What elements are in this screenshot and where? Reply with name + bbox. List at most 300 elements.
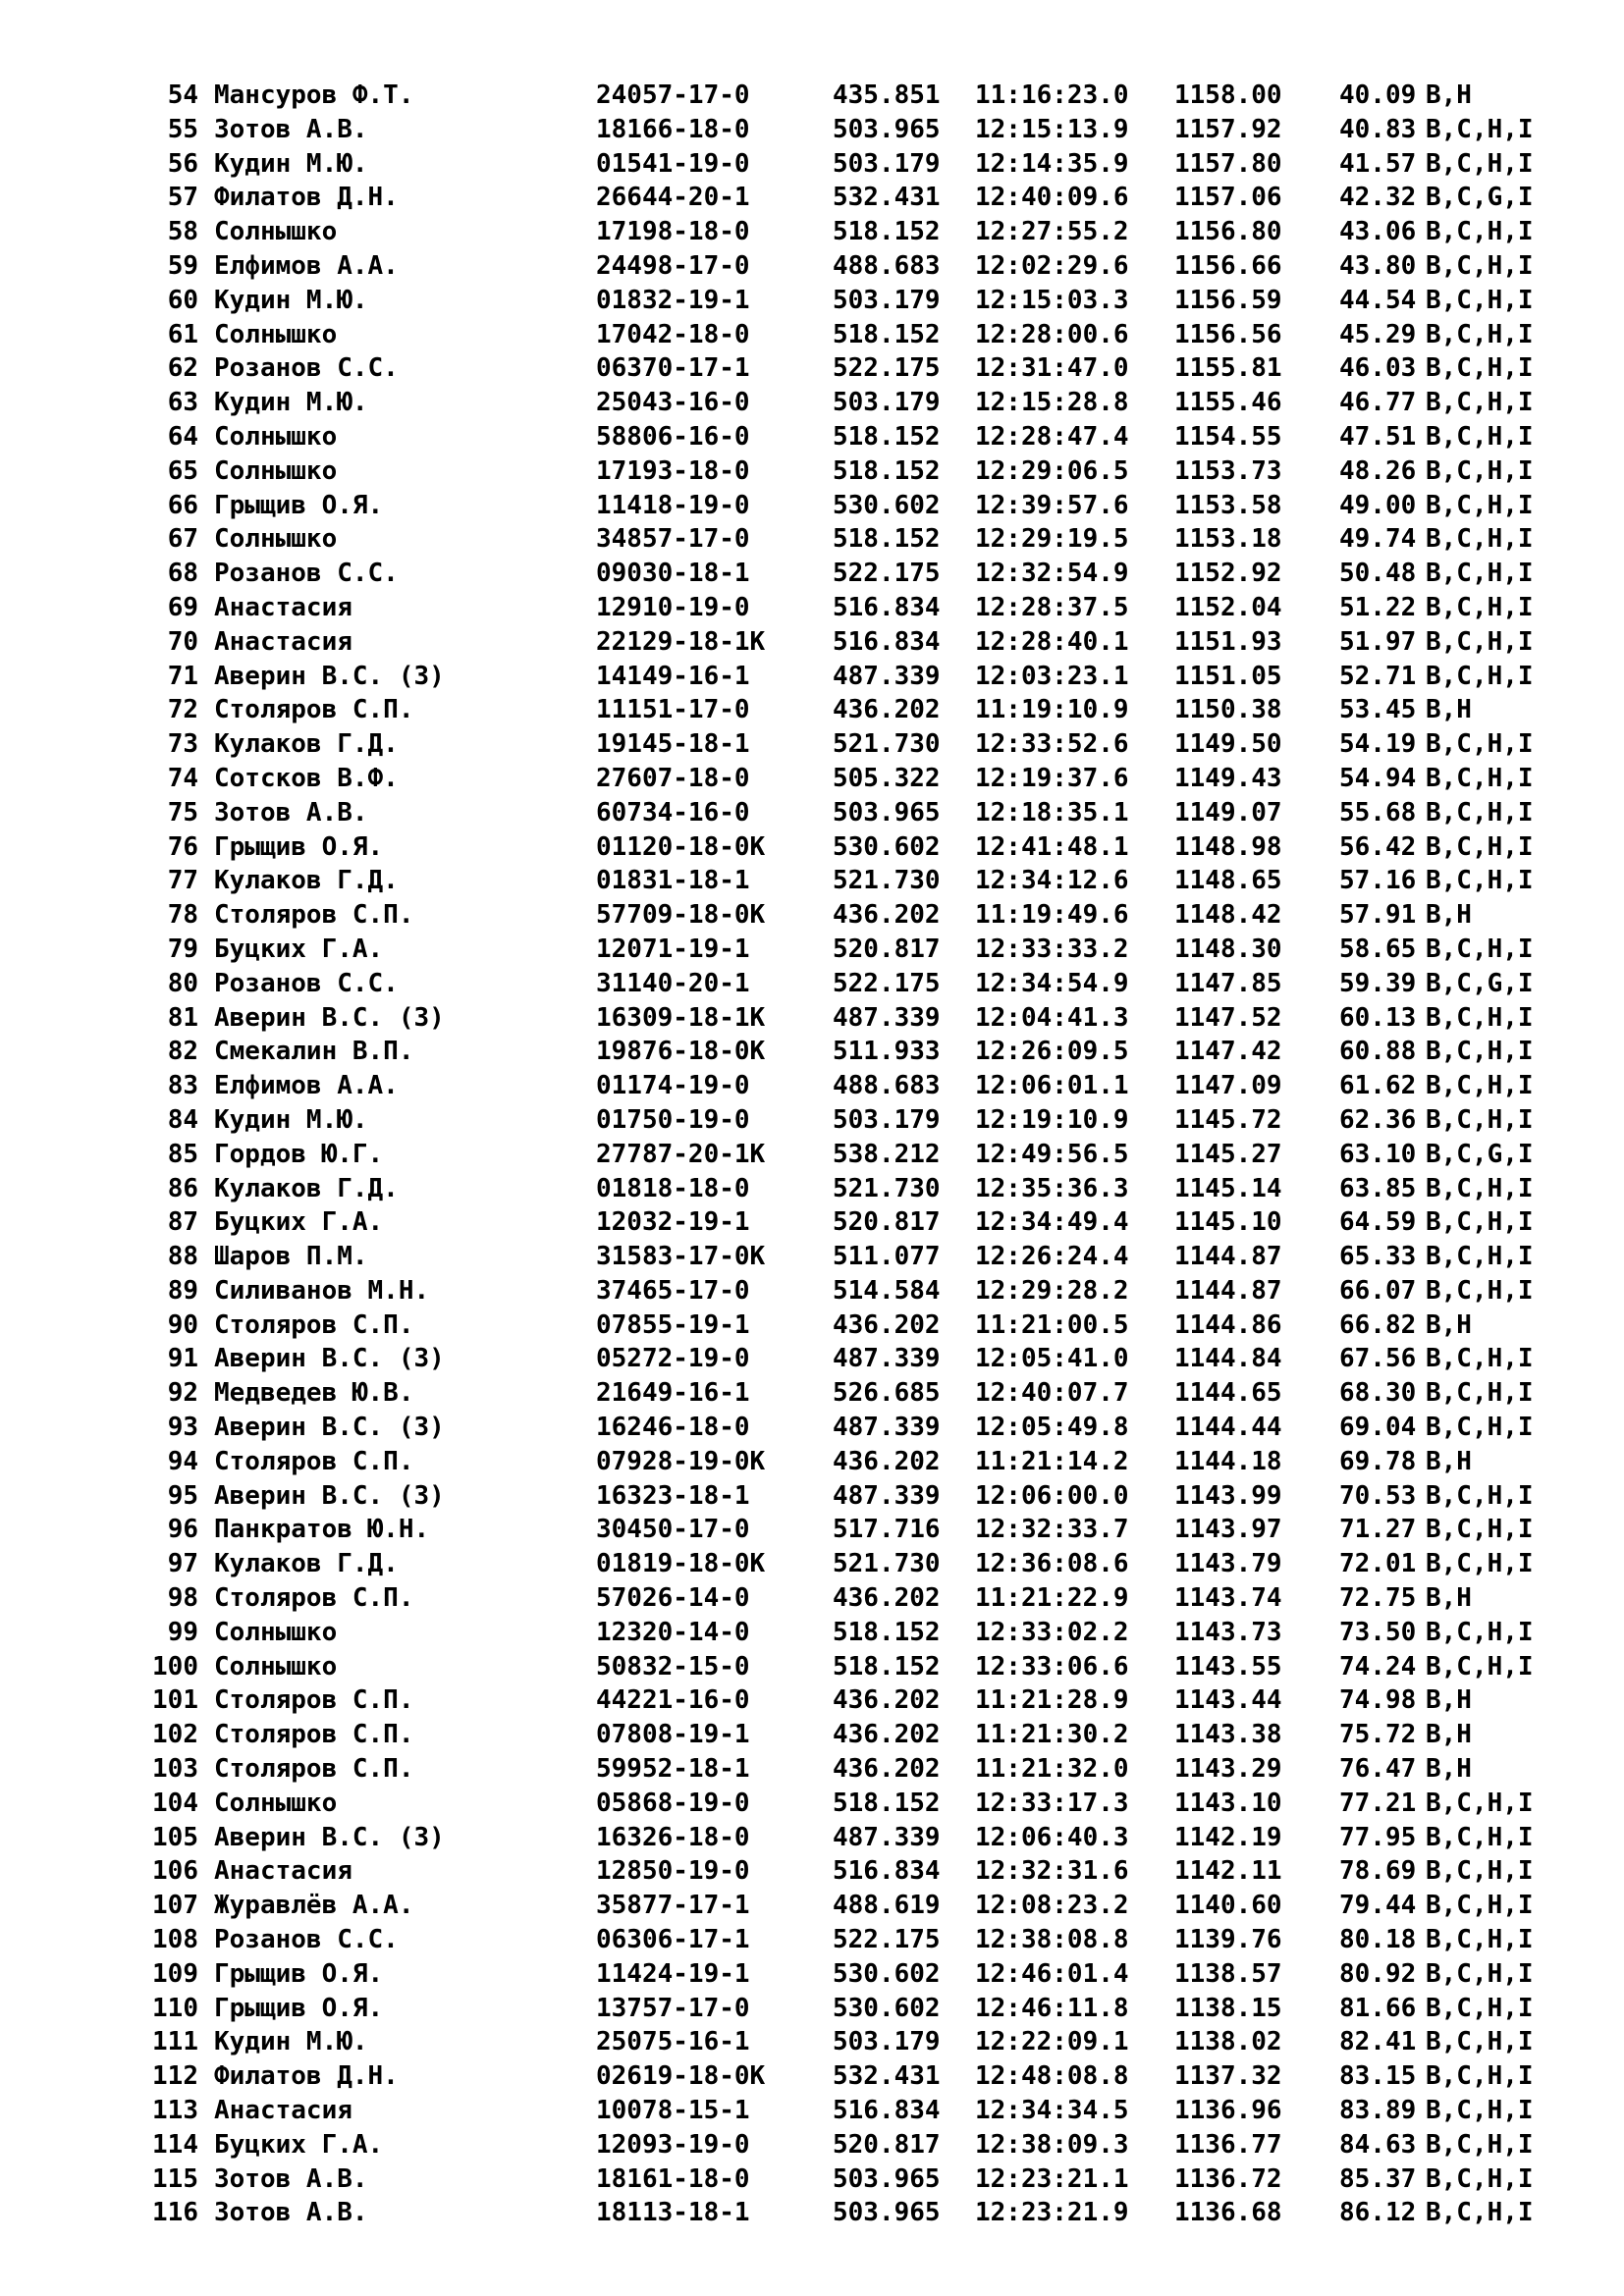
coefficient: 66.07 [1339, 1275, 1417, 1306]
place-number: 74 [167, 763, 198, 793]
distance: 503.965 [833, 2198, 941, 2228]
distance: 522.175 [833, 353, 941, 384]
distance: 436.202 [833, 1309, 941, 1340]
table-row [0, 1274, 1624, 1308]
fancier-name: Анастасия [214, 1856, 352, 1887]
coefficient: 78.69 [1339, 1856, 1417, 1887]
fancier-name: Грыщив О.Я. [214, 831, 384, 862]
arrival-time: 12:15:13.9 [975, 114, 1129, 144]
table-row [0, 898, 1624, 933]
ring-number: 06370-17-1 [596, 353, 750, 384]
distance: 503.965 [833, 2163, 941, 2194]
coefficient: 86.12 [1339, 2198, 1417, 2228]
classes: B,C,H,I [1426, 866, 1534, 896]
coefficient: 60.13 [1339, 1002, 1417, 1033]
place-number: 115 [152, 2163, 198, 2194]
table-row [0, 1650, 1624, 1684]
place-number: 55 [167, 114, 198, 144]
table-row [0, 489, 1624, 523]
speed: 1142.11 [1174, 1856, 1282, 1887]
fancier-name: Столяров С.П. [214, 695, 414, 725]
table-row [0, 351, 1624, 386]
coefficient: 72.01 [1339, 1549, 1417, 1579]
classes: B,C,H,I [1426, 592, 1534, 622]
place-number: 114 [152, 2129, 198, 2160]
classes: B,C,H,I [1426, 250, 1534, 281]
distance: 488.683 [833, 1071, 941, 1101]
fancier-name: Солнышко [214, 421, 338, 452]
coefficient: 80.92 [1339, 1958, 1417, 1989]
place-number: 78 [167, 900, 198, 931]
distance: 517.716 [833, 1515, 941, 1545]
table-row [0, 1138, 1624, 1172]
table-row [0, 2059, 1624, 2094]
distance: 518.152 [833, 217, 941, 247]
classes: B,C,H,I [1426, 524, 1534, 555]
place-number: 92 [167, 1378, 198, 1409]
classes: B,H [1426, 1583, 1472, 1614]
classes: B,C,H,I [1426, 2027, 1534, 2057]
coefficient: 56.42 [1339, 831, 1417, 862]
ring-number: 17198-18-0 [596, 217, 750, 247]
coefficient: 64.59 [1339, 1207, 1417, 1238]
speed: 1143.99 [1174, 1480, 1282, 1511]
distance: 518.152 [833, 1651, 941, 1682]
classes: B,C,H,I [1426, 2096, 1534, 2126]
table-row [0, 1787, 1624, 1821]
speed: 1143.74 [1174, 1583, 1282, 1614]
arrival-time: 12:38:08.8 [975, 1925, 1129, 1955]
arrival-time: 12:32:54.9 [975, 559, 1129, 589]
place-number: 57 [167, 183, 198, 213]
classes: B,C,H,I [1426, 1002, 1534, 1033]
distance: 521.730 [833, 1549, 941, 1579]
coefficient: 59.39 [1339, 968, 1417, 998]
ring-number: 05868-19-0 [596, 1788, 750, 1818]
ring-number: 50832-15-0 [596, 1651, 750, 1682]
distance: 530.602 [833, 831, 941, 862]
table-row [0, 1069, 1624, 1103]
fancier-name: Медведев Ю.В. [214, 1378, 414, 1409]
classes: B,C,H,I [1426, 2198, 1534, 2228]
fancier-name: Кудин М.Ю. [214, 2027, 368, 2057]
distance: 530.602 [833, 490, 941, 520]
place-number: 70 [167, 626, 198, 657]
ring-number: 44221-16-0 [596, 1685, 750, 1716]
distance: 503.179 [833, 388, 941, 418]
speed: 1143.73 [1174, 1617, 1282, 1647]
coefficient: 57.91 [1339, 900, 1417, 931]
distance: 532.431 [833, 2061, 941, 2092]
classes: B,C,H,I [1426, 2129, 1534, 2160]
classes: B,H [1426, 695, 1472, 725]
speed: 1140.60 [1174, 1891, 1282, 1921]
table-row [0, 830, 1624, 865]
table-row [0, 1547, 1624, 1581]
table-row [0, 147, 1624, 182]
ring-number: 11424-19-1 [596, 1958, 750, 1989]
ring-number: 07855-19-1 [596, 1309, 750, 1340]
speed: 1144.44 [1174, 1413, 1282, 1443]
distance: 530.602 [833, 1958, 941, 1989]
classes: B,H [1426, 1309, 1472, 1340]
distance: 518.152 [833, 319, 941, 349]
speed: 1148.98 [1174, 831, 1282, 862]
ring-number: 07928-19-0K [596, 1446, 766, 1476]
arrival-time: 12:41:48.1 [975, 831, 1129, 862]
coefficient: 47.51 [1339, 421, 1417, 452]
ring-number: 05272-19-0 [596, 1344, 750, 1374]
arrival-time: 12:28:47.4 [975, 421, 1129, 452]
ring-number: 30450-17-0 [596, 1515, 750, 1545]
distance: 436.202 [833, 1720, 941, 1750]
ring-number: 25043-16-0 [596, 388, 750, 418]
arrival-time: 12:29:06.5 [975, 455, 1129, 486]
fancier-name: Гордов Ю.Г. [214, 1139, 384, 1169]
classes: B,C,H,I [1426, 1275, 1534, 1306]
place-number: 85 [167, 1139, 198, 1169]
distance: 505.322 [833, 763, 941, 793]
table-row [0, 181, 1624, 215]
fancier-name: Солнышко [214, 1617, 338, 1647]
speed: 1156.66 [1174, 250, 1282, 281]
place-number: 73 [167, 729, 198, 760]
classes: B,C,G,I [1426, 968, 1534, 998]
place-number: 77 [167, 866, 198, 896]
coefficient: 49.74 [1339, 524, 1417, 555]
distance: 436.202 [833, 1754, 941, 1785]
place-number: 87 [167, 1207, 198, 1238]
distance: 516.834 [833, 626, 941, 657]
coefficient: 73.50 [1339, 1617, 1417, 1647]
speed: 1156.56 [1174, 319, 1282, 349]
table-row [0, 1376, 1624, 1411]
fancier-name: Сотсков В.Ф. [214, 763, 399, 793]
table-row [0, 1616, 1624, 1650]
ring-number: 24498-17-0 [596, 250, 750, 281]
arrival-time: 12:32:33.7 [975, 1515, 1129, 1545]
classes: B,C,H,I [1426, 729, 1534, 760]
ring-number: 17042-18-0 [596, 319, 750, 349]
classes: B,H [1426, 1754, 1472, 1785]
arrival-time: 12:19:10.9 [975, 1104, 1129, 1135]
ring-number: 09030-18-1 [596, 559, 750, 589]
fancier-name: Кулаков Г.Д. [214, 1549, 399, 1579]
place-number: 95 [167, 1480, 198, 1511]
place-number: 82 [167, 1037, 198, 1067]
arrival-time: 12:33:17.3 [975, 1788, 1129, 1818]
arrival-time: 12:34:49.4 [975, 1207, 1129, 1238]
speed: 1143.38 [1174, 1720, 1282, 1750]
ring-number: 12071-19-1 [596, 934, 750, 964]
fancier-name: Аверин В.С. (З) [214, 661, 445, 691]
ring-number: 07808-19-1 [596, 1720, 750, 1750]
arrival-time: 12:06:40.3 [975, 1822, 1129, 1852]
classes: B,C,H,I [1426, 1822, 1534, 1852]
classes: B,C,H,I [1426, 1549, 1534, 1579]
coefficient: 46.77 [1339, 388, 1417, 418]
arrival-time: 12:27:55.2 [975, 217, 1129, 247]
fancier-name: Солнышко [214, 217, 338, 247]
classes: B,C,H,I [1426, 2163, 1534, 2194]
classes: B,C,H,I [1426, 353, 1534, 384]
table-row [0, 1240, 1624, 1274]
speed: 1148.65 [1174, 866, 1282, 896]
speed: 1158.00 [1174, 80, 1282, 110]
classes: B,C,H,I [1426, 1344, 1534, 1374]
place-number: 111 [152, 2027, 198, 2057]
speed: 1152.04 [1174, 592, 1282, 622]
arrival-time: 11:21:00.5 [975, 1309, 1129, 1340]
speed: 1144.84 [1174, 1344, 1282, 1374]
coefficient: 75.72 [1339, 1720, 1417, 1750]
coefficient: 80.18 [1339, 1925, 1417, 1955]
table-row [0, 967, 1624, 1001]
classes: B,H [1426, 1446, 1472, 1476]
distance: 518.152 [833, 455, 941, 486]
distance: 520.817 [833, 2129, 941, 2160]
arrival-time: 12:28:00.6 [975, 319, 1129, 349]
fancier-name: Зотов А.В. [214, 2198, 368, 2228]
arrival-time: 12:14:35.9 [975, 148, 1129, 179]
table-row [0, 1752, 1624, 1787]
arrival-time: 11:21:32.0 [975, 1754, 1129, 1785]
table-row [0, 1172, 1624, 1206]
classes: B,H [1426, 900, 1472, 931]
coefficient: 46.03 [1339, 353, 1417, 384]
distance: 538.212 [833, 1139, 941, 1169]
place-number: 83 [167, 1071, 198, 1101]
fancier-name: Кудин М.Ю. [214, 1104, 368, 1135]
arrival-time: 11:21:22.9 [975, 1583, 1129, 1614]
place-number: 109 [152, 1958, 198, 1989]
ring-number: 18113-18-1 [596, 2198, 750, 2228]
coefficient: 45.29 [1339, 319, 1417, 349]
place-number: 107 [152, 1891, 198, 1921]
place-number: 94 [167, 1446, 198, 1476]
speed: 1138.02 [1174, 2027, 1282, 2057]
distance: 487.339 [833, 1413, 941, 1443]
classes: B,C,H,I [1426, 934, 1534, 964]
fancier-name: Столяров С.П. [214, 900, 414, 931]
fancier-name: Анастасия [214, 2096, 352, 2126]
speed: 1145.27 [1174, 1139, 1282, 1169]
speed: 1147.42 [1174, 1037, 1282, 1067]
classes: B,C,H,I [1426, 661, 1534, 691]
coefficient: 50.48 [1339, 559, 1417, 589]
coefficient: 74.24 [1339, 1651, 1417, 1682]
distance: 487.339 [833, 1480, 941, 1511]
arrival-time: 12:15:03.3 [975, 285, 1129, 315]
classes: B,C,H,I [1426, 285, 1534, 315]
table-row [0, 2094, 1624, 2128]
coefficient: 69.78 [1339, 1446, 1417, 1476]
coefficient: 67.56 [1339, 1344, 1417, 1374]
fancier-name: Кулаков Г.Д. [214, 866, 399, 896]
arrival-time: 12:03:23.1 [975, 661, 1129, 691]
classes: B,C,H,I [1426, 797, 1534, 828]
fancier-name: Аверин В.С. (З) [214, 1822, 445, 1852]
distance: 522.175 [833, 559, 941, 589]
table-row [0, 1001, 1624, 1036]
speed: 1137.32 [1174, 2061, 1282, 2092]
place-number: 66 [167, 490, 198, 520]
place-number: 91 [167, 1344, 198, 1374]
coefficient: 85.37 [1339, 2163, 1417, 2194]
speed: 1143.10 [1174, 1788, 1282, 1818]
arrival-time: 12:05:49.8 [975, 1413, 1129, 1443]
ring-number: 16326-18-0 [596, 1822, 750, 1852]
table-row [0, 454, 1624, 489]
ring-number: 25075-16-1 [596, 2027, 750, 2057]
fancier-name: Зотов А.В. [214, 114, 368, 144]
fancier-name: Аверин В.С. (З) [214, 1413, 445, 1443]
coefficient: 49.00 [1339, 490, 1417, 520]
ring-number: 12320-14-0 [596, 1617, 750, 1647]
classes: B,C,H,I [1426, 388, 1534, 418]
distance: 503.179 [833, 2027, 941, 2057]
fancier-name: Кудин М.Ю. [214, 285, 368, 315]
table-row [0, 1992, 1624, 2026]
speed: 1153.58 [1174, 490, 1282, 520]
arrival-time: 11:19:10.9 [975, 695, 1129, 725]
ring-number: 37465-17-0 [596, 1275, 750, 1306]
classes: B,C,H,I [1426, 1242, 1534, 1272]
place-number: 103 [152, 1754, 198, 1785]
ring-number: 18166-18-0 [596, 114, 750, 144]
place-number: 93 [167, 1413, 198, 1443]
speed: 1154.55 [1174, 421, 1282, 452]
coefficient: 51.22 [1339, 592, 1417, 622]
distance: 526.685 [833, 1378, 941, 1409]
arrival-time: 11:19:49.6 [975, 900, 1129, 931]
fancier-name: Буцких Г.А. [214, 1207, 384, 1238]
distance: 522.175 [833, 1925, 941, 1955]
arrival-time: 12:34:12.6 [975, 866, 1129, 896]
speed: 1139.76 [1174, 1925, 1282, 1955]
coefficient: 77.95 [1339, 1822, 1417, 1852]
arrival-time: 12:29:28.2 [975, 1275, 1129, 1306]
classes: B,C,H,I [1426, 1958, 1534, 1989]
fancier-name: Буцких Г.А. [214, 934, 384, 964]
distance: 530.602 [833, 1993, 941, 2023]
ring-number: 02619-18-0K [596, 2061, 766, 2092]
classes: B,C,H,I [1426, 1856, 1534, 1887]
classes: B,C,H,I [1426, 1925, 1534, 1955]
classes: B,C,H,I [1426, 148, 1534, 179]
distance: 503.179 [833, 285, 941, 315]
ring-number: 21649-16-1 [596, 1378, 750, 1409]
arrival-time: 12:31:47.0 [975, 353, 1129, 384]
place-number: 65 [167, 455, 198, 486]
distance: 435.851 [833, 80, 941, 110]
table-row [0, 1479, 1624, 1514]
arrival-time: 12:48:08.8 [975, 2061, 1129, 2092]
distance: 436.202 [833, 695, 941, 725]
fancier-name: Силиванов М.Н. [214, 1275, 430, 1306]
distance: 488.619 [833, 1891, 941, 1921]
ring-number: 19145-18-1 [596, 729, 750, 760]
classes: B,C,H,I [1426, 1413, 1534, 1443]
ring-number: 22129-18-1K [596, 626, 766, 657]
ring-number: 57026-14-0 [596, 1583, 750, 1614]
arrival-time: 12:33:52.6 [975, 729, 1129, 760]
place-number: 98 [167, 1583, 198, 1614]
distance: 436.202 [833, 1583, 941, 1614]
ring-number: 16309-18-1K [596, 1002, 766, 1033]
coefficient: 79.44 [1339, 1891, 1417, 1921]
place-number: 80 [167, 968, 198, 998]
coefficient: 63.10 [1339, 1139, 1417, 1169]
coefficient: 66.82 [1339, 1309, 1417, 1340]
classes: B,C,H,I [1426, 1993, 1534, 2023]
classes: B,C,H,I [1426, 1617, 1534, 1647]
table-row [0, 2163, 1624, 2197]
table-row [0, 762, 1624, 796]
speed: 1144.65 [1174, 1378, 1282, 1409]
coefficient: 61.62 [1339, 1071, 1417, 1101]
speed: 1136.72 [1174, 2163, 1282, 2194]
table-row [0, 1513, 1624, 1547]
table-row [0, 113, 1624, 147]
fancier-name: Аверин В.С. (З) [214, 1002, 445, 1033]
ring-number: 57709-18-0K [596, 900, 766, 931]
distance: 518.152 [833, 1617, 941, 1647]
ring-number: 01819-18-0K [596, 1549, 766, 1579]
coefficient: 84.63 [1339, 2129, 1417, 2160]
arrival-time: 12:46:11.8 [975, 1993, 1129, 2023]
ring-number: 24057-17-0 [596, 80, 750, 110]
arrival-time: 12:23:21.1 [975, 2163, 1129, 2194]
ring-number: 01541-19-0 [596, 148, 750, 179]
speed: 1157.92 [1174, 114, 1282, 144]
speed: 1149.50 [1174, 729, 1282, 760]
distance: 520.817 [833, 934, 941, 964]
distance: 511.077 [833, 1242, 941, 1272]
speed: 1138.57 [1174, 1958, 1282, 1989]
arrival-time: 12:29:19.5 [975, 524, 1129, 555]
place-number: 58 [167, 217, 198, 247]
arrival-time: 12:02:29.6 [975, 250, 1129, 281]
arrival-time: 12:08:23.2 [975, 1891, 1129, 1921]
place-number: 63 [167, 388, 198, 418]
ring-number: 06306-17-1 [596, 1925, 750, 1955]
classes: B,C,G,I [1426, 183, 1534, 213]
fancier-name: Столяров С.П. [214, 1685, 414, 1716]
coefficient: 44.54 [1339, 285, 1417, 315]
coefficient: 58.65 [1339, 934, 1417, 964]
arrival-time: 11:16:23.0 [975, 80, 1129, 110]
table-row [0, 1035, 1624, 1069]
classes: B,H [1426, 1685, 1472, 1716]
table-row [0, 1923, 1624, 1957]
distance: 487.339 [833, 1344, 941, 1374]
coefficient: 70.53 [1339, 1480, 1417, 1511]
distance: 521.730 [833, 729, 941, 760]
speed: 1147.85 [1174, 968, 1282, 998]
arrival-time: 12:22:09.1 [975, 2027, 1129, 2057]
table-row [0, 1103, 1624, 1138]
ring-number: 01174-19-0 [596, 1071, 750, 1101]
place-number: 60 [167, 285, 198, 315]
arrival-time: 12:28:37.5 [975, 592, 1129, 622]
table-row [0, 557, 1624, 591]
speed: 1138.15 [1174, 1993, 1282, 2023]
ring-number: 01832-19-1 [596, 285, 750, 315]
coefficient: 77.21 [1339, 1788, 1417, 1818]
ring-number: 11151-17-0 [596, 695, 750, 725]
table-row [0, 1854, 1624, 1889]
